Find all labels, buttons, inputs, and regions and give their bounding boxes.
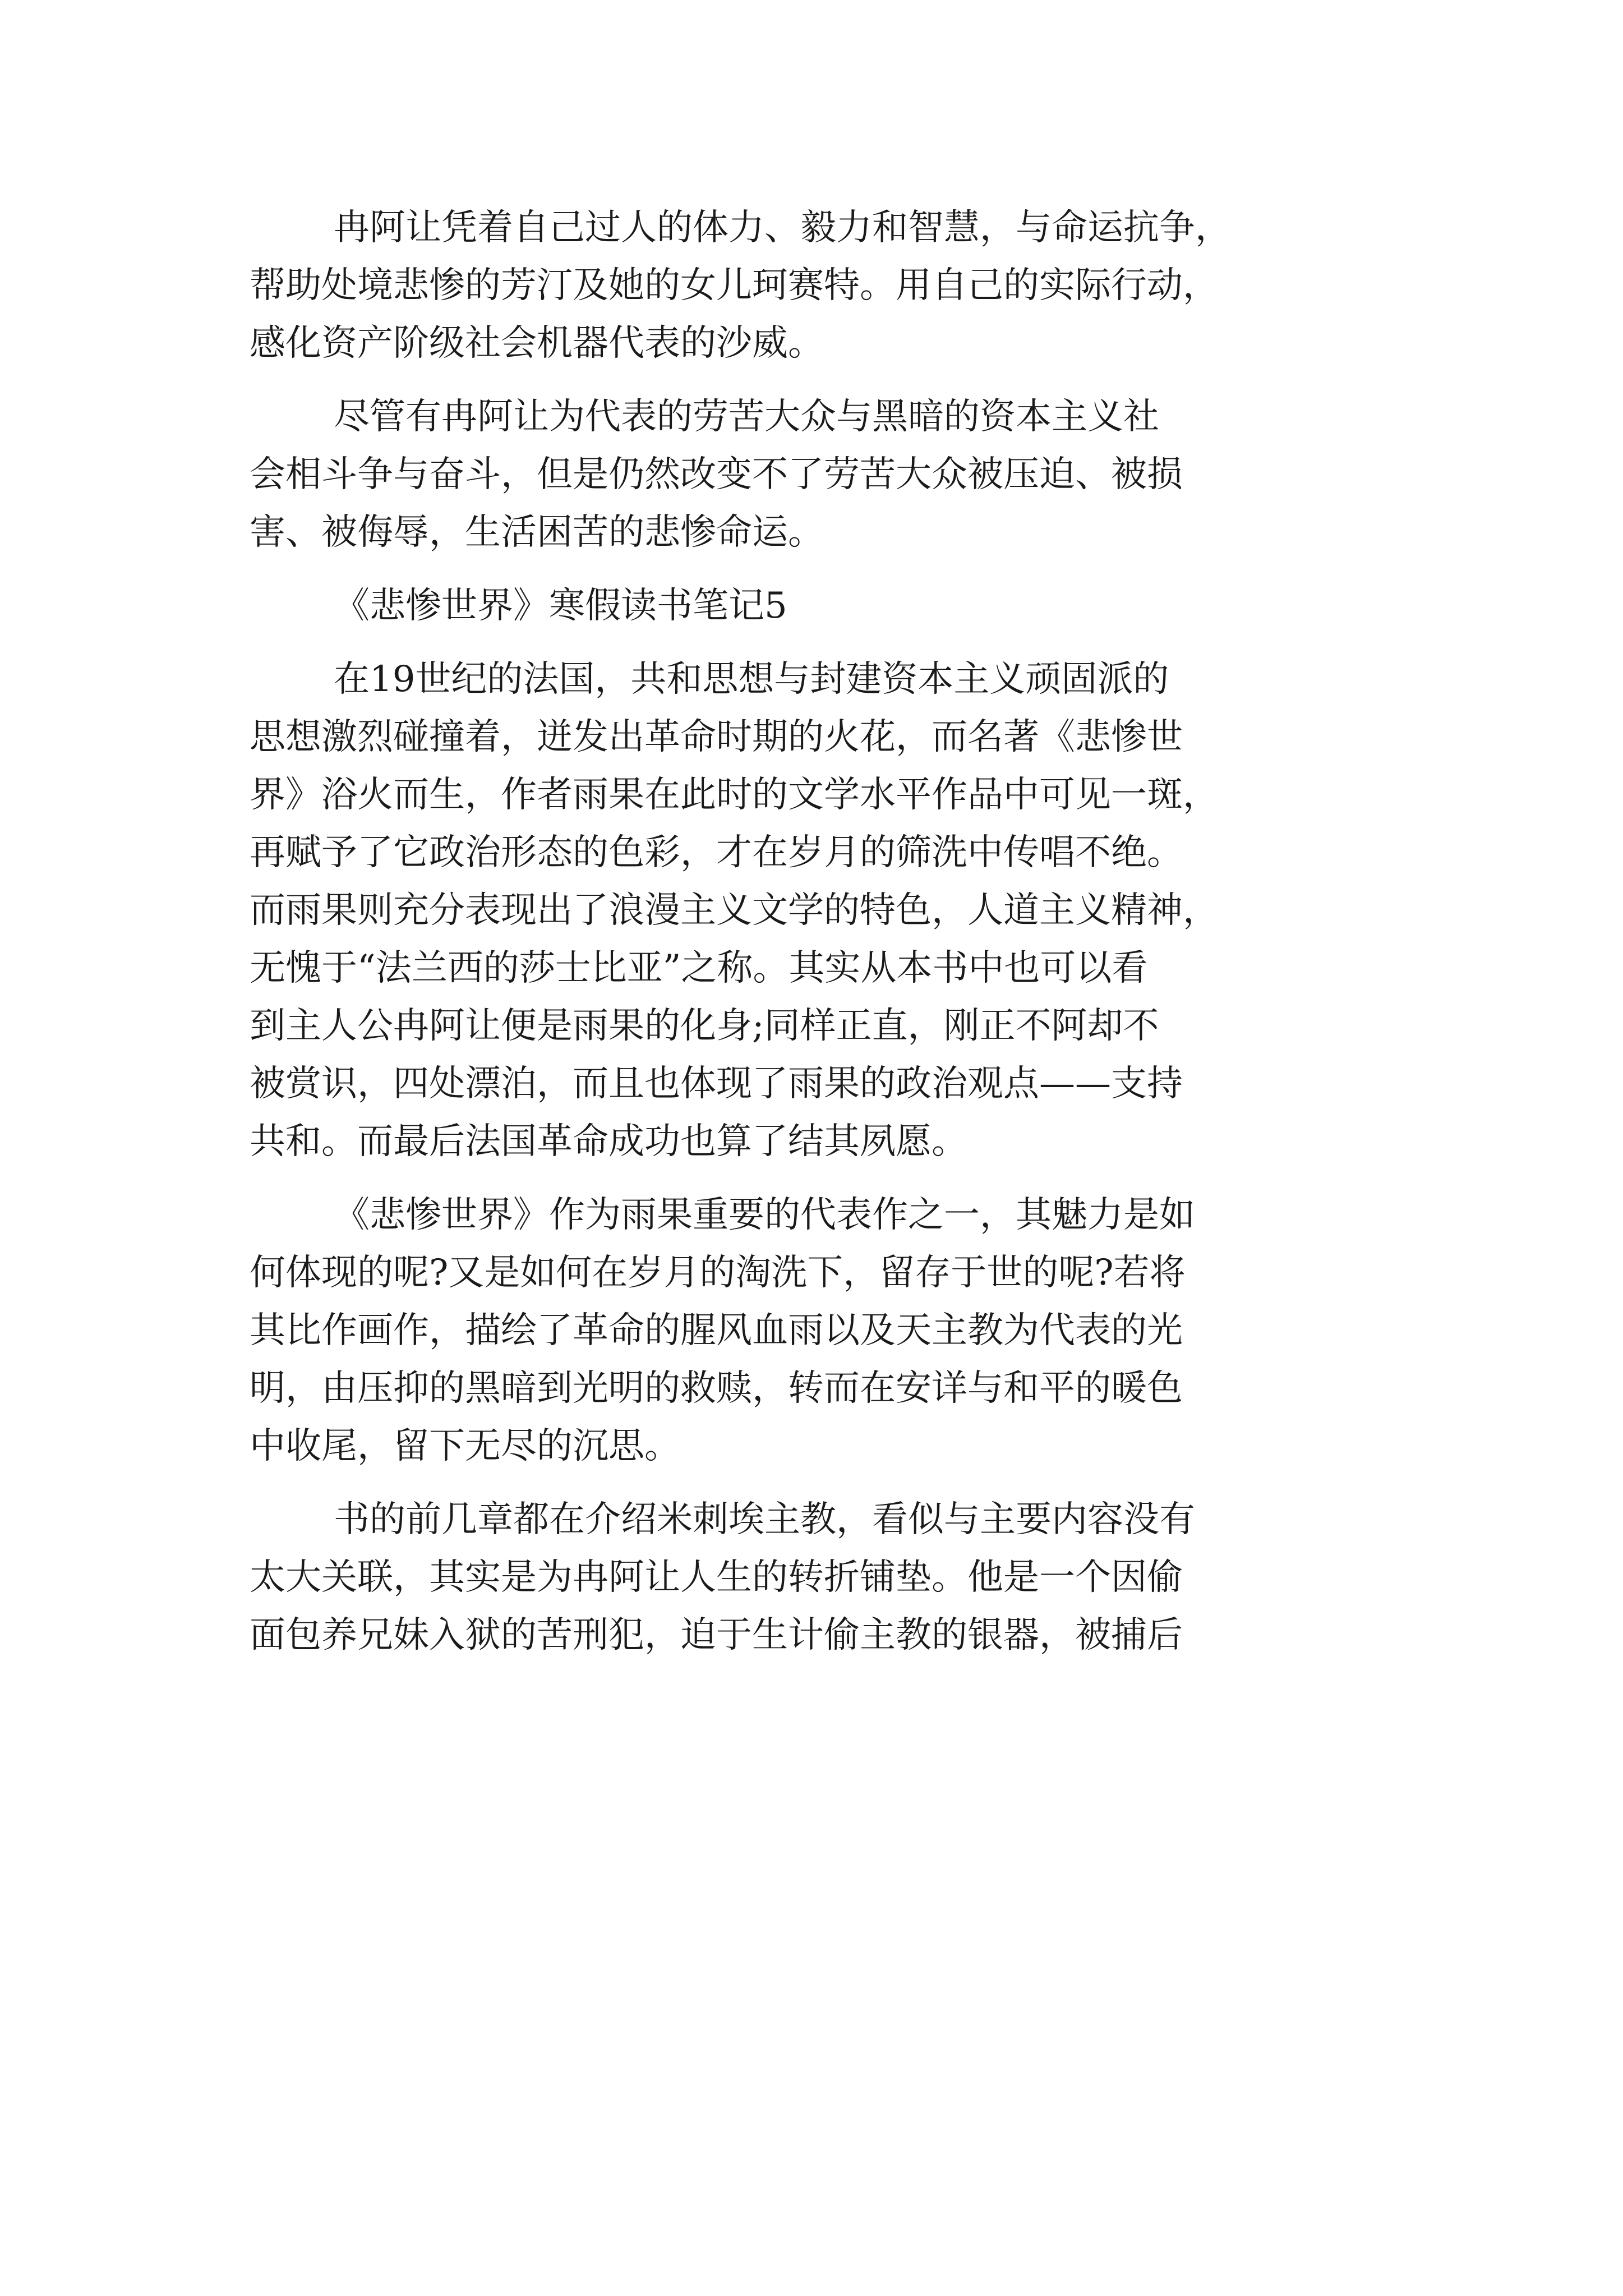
paragraph-line: 共和。而最后法国革命成功也算了结其夙愿。 — [250, 1121, 967, 1162]
paragraph-line: 帮助处境悲惨的芳汀及她的女儿珂赛特。用自己的实际行动， — [250, 265, 1219, 306]
paragraph-line: 思想激烈碰撞着，迸发出革命时期的火花，而名著《悲惨世 — [250, 716, 1183, 758]
paragraph-spacer — [250, 562, 1377, 577]
paragraph-first-line: 《悲惨世界》作为雨果重要的代表作之一，其魅力是如 — [334, 1194, 1195, 1236]
paragraph-first-line: 《悲惨世界》寒假读书笔记5 — [334, 585, 787, 627]
paragraph — [250, 199, 1377, 372]
paragraph-first-line: 在19世纪的法国，共和思想与封建资本主义顽固派的 — [334, 659, 1169, 700]
paragraph-spacer — [250, 635, 1377, 651]
paragraph-line: 到主人公冉阿让便是雨果的化身;同样正直，刚正不阿却不 — [250, 1005, 1159, 1047]
paragraph-line: 被赏识，四处漂泊，而且也体现了雨果的政治观点——支持 — [250, 1063, 1183, 1105]
paragraph-line: 而雨果则充分表现出了浪漫主义文学的特色，人道主义精神， — [250, 890, 1219, 931]
paragraph-line: 面包养兄妹入狱的苦刑犯，迫于生计偷主教的银器，被捕后 — [250, 1614, 1183, 1656]
paragraph-line: 感化资产阶级社会机器代表的沙威。 — [250, 323, 824, 364]
paragraph-spacer — [250, 1475, 1377, 1491]
paragraph — [250, 388, 1377, 562]
paragraph-first-line: 尽管有冉阿让为代表的劳苦大众与黑暗的资本主义社 — [334, 396, 1159, 438]
paragraph-line: 中收尾，留下无尽的沉思。 — [250, 1425, 680, 1467]
paragraph-line: 会相斗争与奋斗，但是仍然改变不了劳苦大众被压迫、被损 — [250, 454, 1183, 495]
paragraph-line: 无愧于“法兰西的莎士比亚”之称。其实从本书中也可以看 — [250, 947, 1148, 989]
paragraph — [250, 1491, 1377, 1664]
paragraph-line: 界》浴火而生，作者雨果在此时的文学水平作品中可见一斑， — [250, 774, 1219, 816]
paragraph — [250, 651, 1377, 1171]
paragraph-line: 其比作画作，描绘了革命的腥风血雨以及天主教为代表的光 — [250, 1310, 1183, 1351]
paragraph-first-line: 书的前几章都在介绍米刺埃主教，看似与主要内容没有 — [334, 1499, 1195, 1540]
paragraph-spacer — [250, 372, 1377, 388]
paragraph — [250, 1186, 1377, 1475]
paragraph-line: 害、被侮辱，生活困苦的悲惨命运。 — [250, 512, 824, 553]
paragraph — [250, 577, 1377, 635]
paragraph-line: 何体现的呢?又是如何在岁月的淘洗下，留存于世的呢?若将 — [250, 1252, 1186, 1294]
paragraph-line: 太大关联，其实是为冉阿让人生的转折铺垫。他是一个因偷 — [250, 1557, 1183, 1598]
paragraph-spacer — [250, 1171, 1377, 1186]
paragraph-line: 明，由压抑的黑暗到光明的救赎，转而在安详与和平的暖色 — [250, 1368, 1183, 1409]
document-body — [250, 199, 1377, 1664]
paragraph-first-line: 冉阿让凭着自己过人的体力、毅力和智慧，与命运抗争， — [334, 207, 1231, 249]
paragraph-line: 再赋予了它政治形态的色彩，才在岁月的筛洗中传唱不绝。 — [250, 832, 1183, 873]
